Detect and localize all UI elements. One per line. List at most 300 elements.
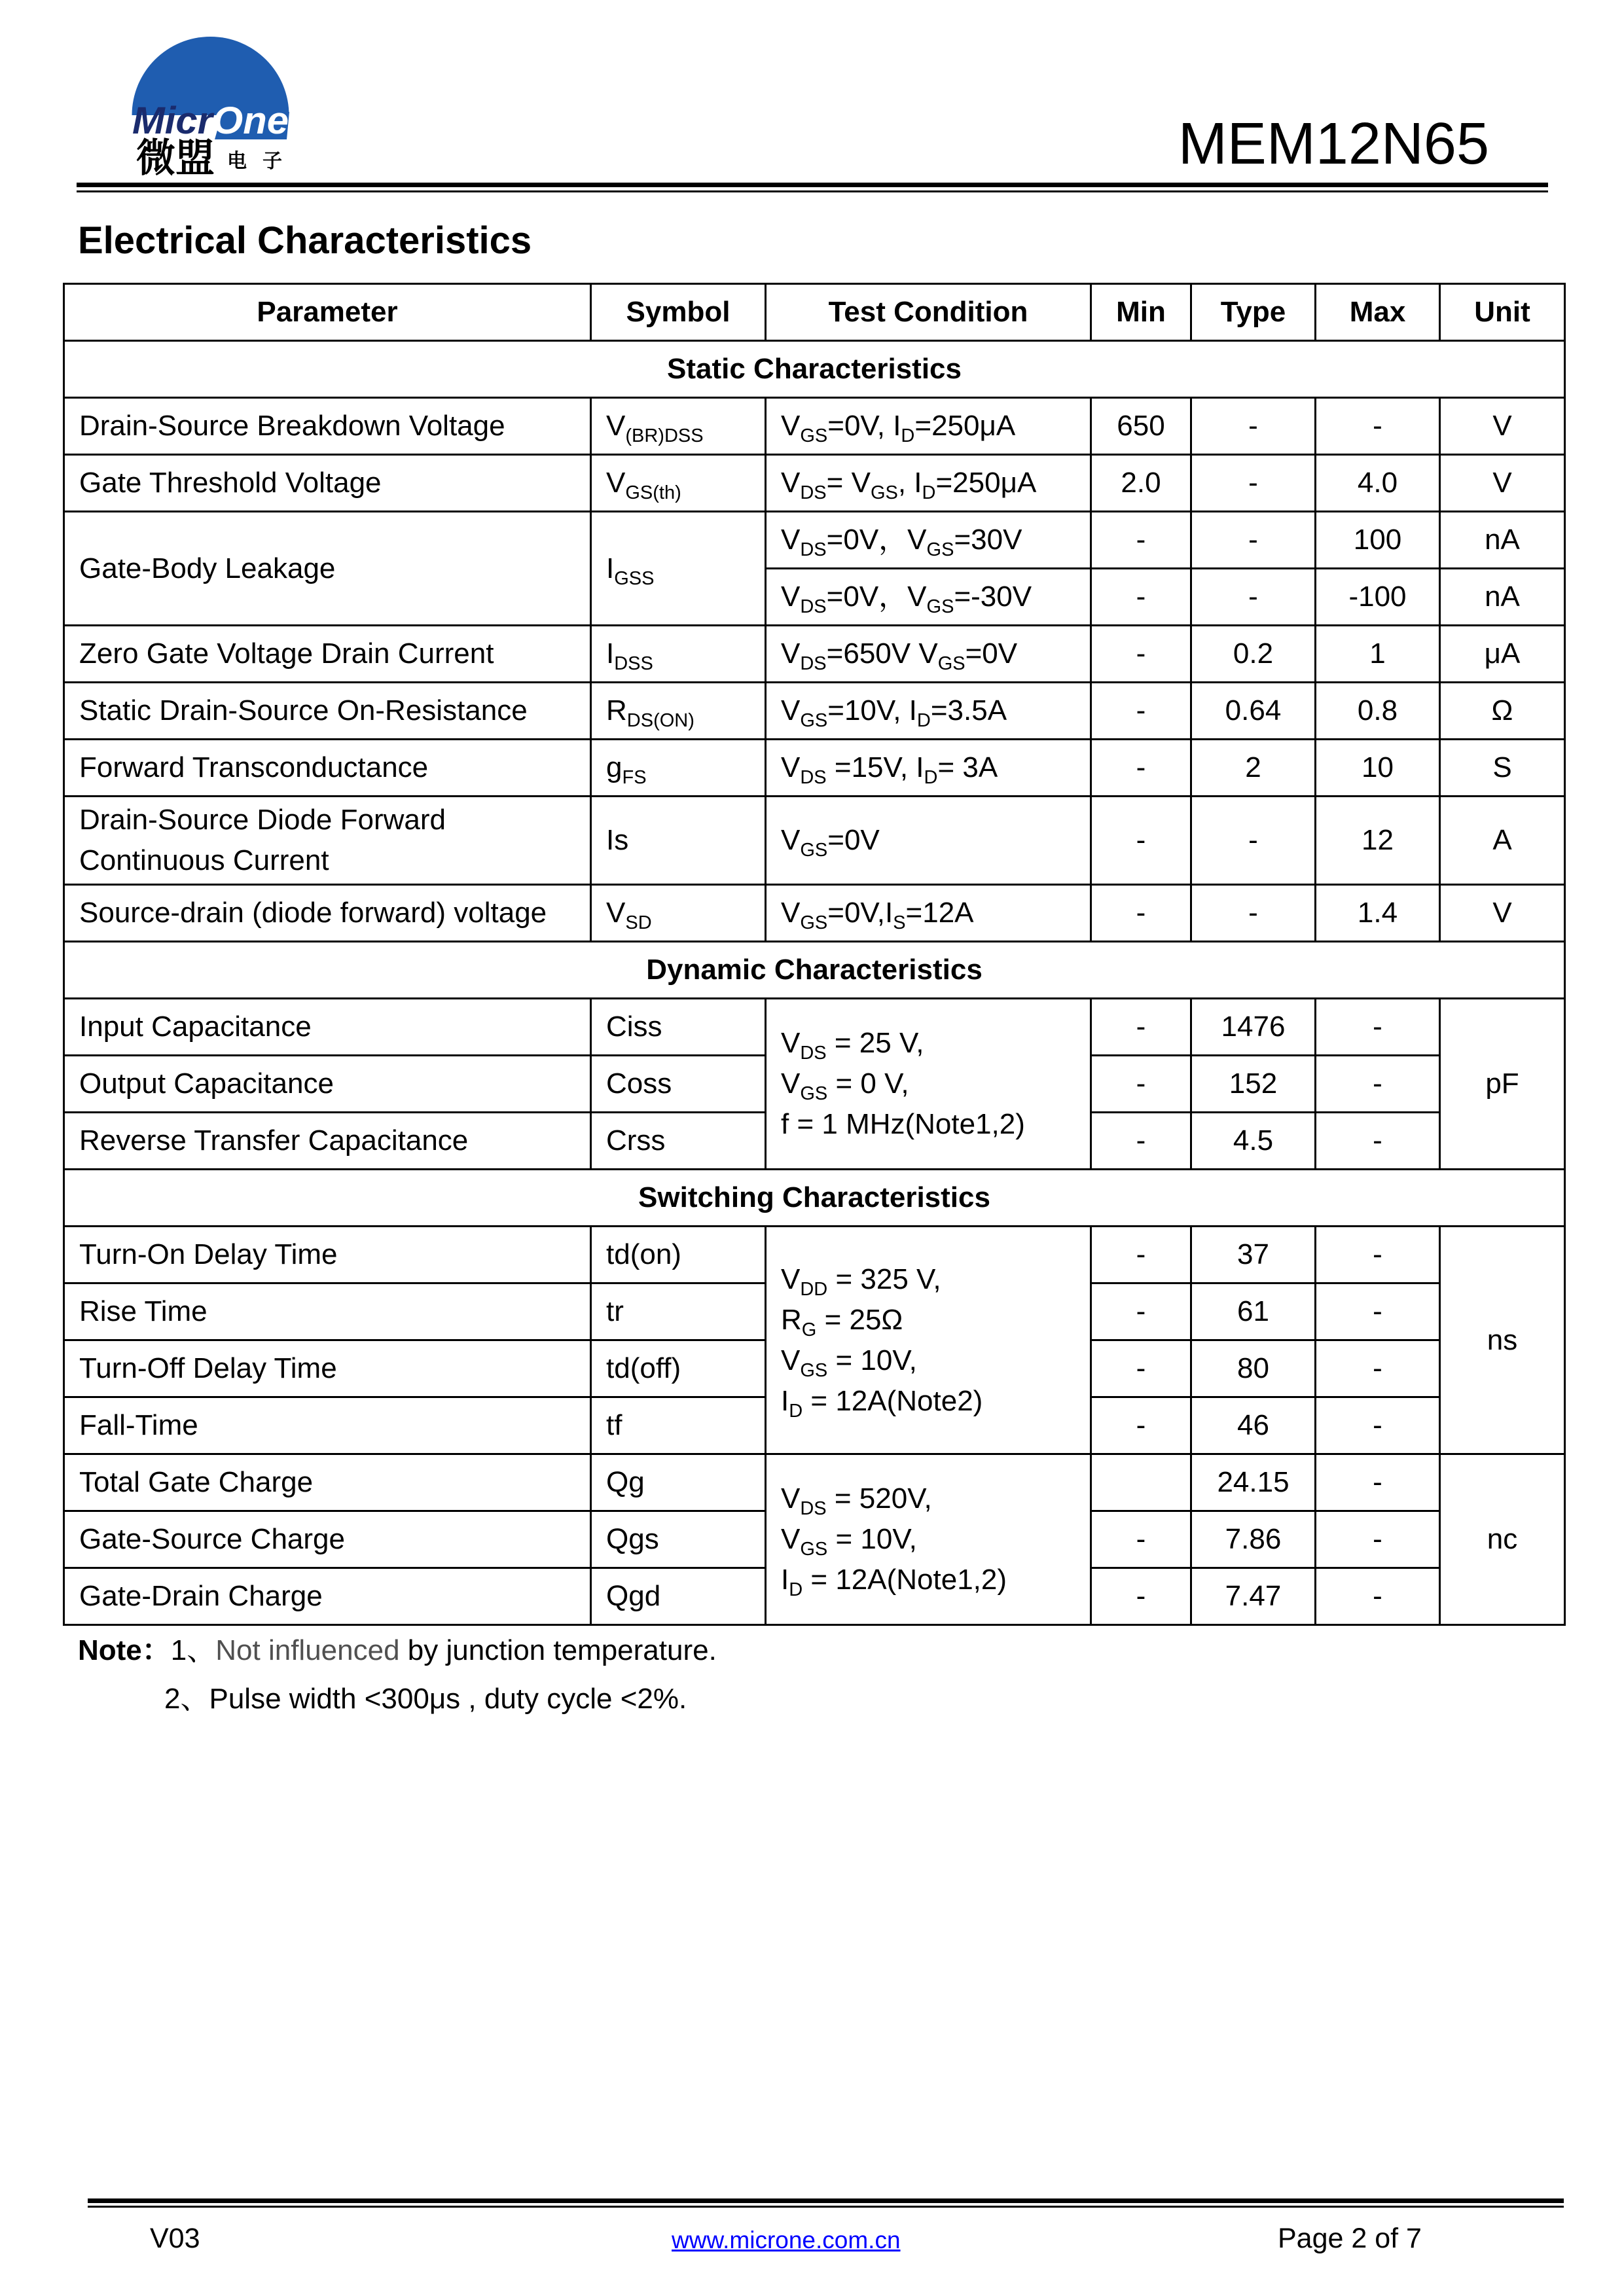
cell-text: V [781,751,801,783]
test-condition-cell [766,797,1091,885]
cell-text: = 25Ω [816,1303,903,1336]
subscript: D [901,425,915,446]
cell-text: - [1136,1295,1146,1327]
cell-text: =0V，V [826,581,927,613]
typ-cell [1191,1056,1316,1113]
test-condition-cell [766,1227,1091,1454]
cell-text: V [781,1263,801,1295]
cell-text: Rise Time [79,1295,208,1327]
typ-cell [1191,455,1316,512]
parameter-cell [64,512,591,626]
max-cell [1316,1113,1440,1170]
logo-text-micr: Micr [132,99,211,142]
typ-cell [1191,512,1316,569]
cell-text: 2.0 [1121,467,1161,499]
parameter-cell [64,1397,591,1454]
unit-cell [1440,797,1565,885]
cell-text: =0V,I [827,897,893,929]
cell-text: - [1136,1238,1146,1270]
subscript: D [916,709,931,731]
cell-text: Zero Gate Voltage Drain Current [79,637,494,670]
cell-text: =15V, I [826,751,924,783]
symbol-cell [591,1397,766,1454]
cell-text: V [781,824,801,856]
typ-cell [1191,1397,1316,1454]
logo-chinese-name: 微盟 [136,135,215,181]
logo-chinese-suffix: 电子 [227,150,298,173]
subscript: G [801,1319,817,1340]
cell-text: tr [606,1295,624,1327]
symbol-cell [591,1511,766,1568]
parameter-cell [64,455,591,512]
symbol-cell [591,1227,766,1283]
typ-cell [1191,999,1316,1056]
subscript: GS [926,596,954,617]
cell-text: nc [1487,1523,1518,1555]
cell-text: = 12A(Note1,2) [803,1564,1007,1596]
cell-text: V [781,1523,801,1555]
cell-text: Is [606,824,629,856]
cell-text: 1 [1369,637,1386,670]
cell-text: 152 [1229,1067,1278,1100]
cell-text: = V [826,467,871,499]
symbol-cell [591,455,766,512]
note-number: 2、 [164,1683,209,1715]
cell-text: = 10V, [827,1344,917,1376]
unit-cell [1440,740,1565,797]
cell-text: Gate-Body Leakage [79,552,336,584]
cell-text: - [1136,1124,1146,1157]
section-row [64,1170,1565,1227]
cell-text: - [1373,1067,1382,1100]
test-condition-cell [766,455,1091,512]
cell-text: - [1136,1352,1146,1384]
parameter-cell [64,683,591,740]
cell-text: V [781,637,801,670]
cell-text: 1476 [1221,1011,1286,1043]
cell-text: nA [1485,581,1520,613]
part-number-title: MEM12N65 [1178,111,1489,177]
cell-text: , I [897,467,922,499]
max-cell [1316,1397,1440,1454]
typ-cell [1191,1568,1316,1625]
typ-cell [1191,626,1316,683]
cell-text: =30V [954,524,1022,556]
cell-line [1455,1320,1549,1361]
cell-text: Ω [1491,694,1513,726]
cell-line [781,1104,1075,1145]
typ-cell [1191,1283,1316,1340]
typ-cell [1191,740,1316,797]
max-cell [1316,683,1440,740]
typ-cell [1191,797,1316,885]
section-title: Electrical Characteristics [78,219,532,262]
cell-text: =0V [965,637,1018,670]
cell-text: = 520V, [826,1482,932,1515]
cell-text: I [606,637,615,670]
cell-text: g [606,751,623,783]
subscript: DD [800,1278,828,1300]
document-version: V03 [150,2223,200,2254]
cell-text: 80 [1237,1352,1269,1384]
subscript: DS [800,1042,827,1064]
max-cell [1316,999,1440,1056]
cell-text: = 3A [937,751,998,783]
cell-text: 61 [1237,1295,1269,1327]
subscript: DS [800,482,827,503]
symbol-cell [591,512,766,626]
unit-cell [1440,1454,1565,1625]
table-row [64,740,1565,797]
section-title-cell: Switching Characteristics [64,1170,1565,1227]
cell-text: Static Drain-Source On-Resistance [79,694,528,726]
cell-text: 4.5 [1233,1124,1274,1157]
unit-cell [1440,626,1565,683]
cell-text: R [606,694,627,726]
cell-text: 7.86 [1225,1523,1282,1555]
unit-cell [1440,1227,1565,1454]
cell-text: Turn-On Delay Time [79,1238,338,1270]
cell-text: Gate Threshold Voltage [79,467,382,499]
cell-text: - [1373,1238,1382,1270]
cell-text: - [1136,1580,1146,1612]
symbol-cell [591,1568,766,1625]
cell-text: Forward Transconductance [79,751,429,783]
unit-cell [1440,885,1565,942]
cell-text: Continuous Current [79,844,329,876]
test-condition-cell [766,569,1091,626]
symbol-cell [591,1113,766,1170]
cell-text: 0.64 [1225,694,1282,726]
parameter-cell [64,1511,591,1568]
subscript: GS [800,912,828,933]
column-header-parameter: Parameter [64,284,591,341]
cell-text: V [606,897,626,929]
subscript: GS [937,653,965,674]
subscript: DS [800,766,827,788]
parameter-cell [64,885,591,942]
symbol-cell [591,1340,766,1397]
cell-text: 650 [1117,410,1165,442]
parameter-cell [64,999,591,1056]
cell-text: Fall-Time [79,1409,198,1441]
cell-text: td(off) [606,1352,681,1384]
cell-line [781,1519,1075,1560]
subscript: D [924,766,938,788]
cell-text: V [1492,897,1512,929]
typ-cell [1191,1511,1316,1568]
cell-text: Source-drain (diode forward) voltage [79,897,547,929]
cell-text: - [1373,1466,1382,1498]
column-header-symbol: Symbol [591,284,766,341]
cell-text: I [606,552,615,584]
cell-text: 0.2 [1233,637,1274,670]
note-2 [164,1685,687,1713]
parameter-cell [64,1340,591,1397]
cell-text: - [1136,1409,1146,1441]
cell-text: V [781,410,801,442]
table-row [64,885,1565,942]
min-cell [1091,569,1191,626]
symbol-cell [591,740,766,797]
cell-text: pF [1485,1067,1519,1100]
cell-text: - [1136,897,1146,929]
table-row [64,512,1565,569]
subscript: FS [622,766,647,788]
note-1 [78,1636,717,1665]
symbol-cell [591,626,766,683]
cell-text: Qgs [606,1523,659,1555]
subscript: S [893,912,906,933]
cell-text: V [781,524,801,556]
cell-text: 46 [1237,1409,1269,1441]
typ-cell [1191,398,1316,455]
cell-text: V [1492,410,1512,442]
cell-text: tf [606,1409,623,1441]
subscript: (BR)DSS [625,425,704,446]
typ-cell [1191,1454,1316,1511]
cell-text: - [1248,524,1258,556]
cell-text: =0V [827,824,880,856]
cell-text: - [1248,467,1258,499]
cell-text: V [781,694,801,726]
unit-cell [1440,999,1565,1170]
cell-line [781,1023,1075,1064]
cell-text: Crss [606,1124,666,1157]
min-cell [1091,398,1191,455]
min-cell [1091,1454,1191,1511]
cell-text: - [1248,824,1258,856]
max-cell [1316,569,1440,626]
table-row [64,1227,1565,1283]
subscript: GS [800,709,828,731]
cell-line [781,1381,1075,1422]
min-cell [1091,512,1191,569]
cell-text: Coss [606,1067,672,1100]
min-cell [1091,1397,1191,1454]
cell-line [781,1479,1075,1519]
parameter-cell [64,1454,591,1511]
cell-text: - [1373,1580,1382,1612]
cell-text: Qgd [606,1580,661,1612]
column-header-unit: Unit [1440,284,1565,341]
max-cell [1316,885,1440,942]
unit-cell [1440,398,1565,455]
max-cell [1316,1511,1440,1568]
subscript: DS [800,596,827,617]
cell-text: = 325 V, [827,1263,941,1295]
symbol-cell [591,1454,766,1511]
electrical-characteristics-table [63,283,1566,1626]
subscript: GS [800,839,828,861]
column-header-typ: Type [1191,284,1316,341]
cell-text: Turn-Off Delay Time [79,1352,337,1384]
cell-text: td(on) [606,1238,681,1270]
cell-text: -100 [1348,581,1407,613]
cell-text: 1.4 [1357,897,1398,929]
footer-rule-thick [88,2198,1564,2203]
unit-cell [1440,455,1565,512]
cell-text: V [781,897,801,929]
cell-text: A [1492,824,1512,856]
min-cell [1091,885,1191,942]
test-condition-cell [766,398,1091,455]
cell-text: =250μA [914,410,1016,442]
cell-text: Reverse Transfer Capacitance [79,1124,469,1157]
cell-text: 37 [1237,1238,1269,1270]
max-cell [1316,455,1440,512]
cell-text: 12 [1362,824,1394,856]
typ-cell [1191,1340,1316,1397]
cell-text: Qg [606,1466,645,1498]
cell-text: =10V, I [827,694,917,726]
cell-line [781,1340,1075,1381]
column-header-test-condition: Test Condition [766,284,1091,341]
cell-text: - [1373,1124,1382,1157]
subscript: GS [800,425,828,446]
cell-line [1455,1519,1549,1560]
parameter-cell [64,626,591,683]
test-condition-cell [766,999,1091,1170]
cell-line [1455,1064,1549,1104]
subscript: DS(ON) [626,709,695,731]
symbol-cell [591,999,766,1056]
min-cell [1091,797,1191,885]
cell-text: V [781,1344,801,1376]
cell-text: - [1248,581,1258,613]
cell-text: R [781,1303,802,1336]
cell-text: =650V V [826,637,938,670]
cell-line [781,1064,1075,1104]
subscript: D [789,1400,803,1422]
cell-text: V [781,581,801,613]
cell-text: - [1373,410,1382,442]
max-cell [1316,1454,1440,1511]
table-row [64,683,1565,740]
subscript: GS [870,482,898,503]
subscript: DS [800,539,827,560]
max-cell [1316,740,1440,797]
cell-text: - [1248,410,1258,442]
parameter-cell [64,797,591,885]
parameter-cell [64,1056,591,1113]
min-cell [1091,1283,1191,1340]
cell-text: Gate-Drain Charge [79,1580,323,1612]
test-condition-cell [766,512,1091,569]
test-condition-cell [766,626,1091,683]
cell-text: - [1136,1011,1146,1043]
subscript: GSS [614,567,655,589]
cell-text: μA [1484,637,1521,670]
min-cell [1091,455,1191,512]
symbol-cell [591,885,766,942]
min-cell [1091,1568,1191,1625]
cell-line [781,1560,1075,1600]
test-condition-cell [766,885,1091,942]
subscript: D [922,482,936,503]
cell-text: = 12A(Note2) [803,1384,983,1417]
max-cell [1316,1056,1440,1113]
min-cell [1091,999,1191,1056]
cell-text: V [781,1027,801,1059]
cell-text: I [781,1384,789,1417]
table-row [64,999,1565,1056]
section-row [64,942,1565,999]
cell-text: Input Capacitance [79,1011,312,1043]
symbol-cell [591,797,766,885]
cell-text: =0V, I [827,410,901,442]
subscript: DS [800,1498,827,1519]
section-title-cell: Dynamic Characteristics [64,942,1565,999]
symbol-cell [591,398,766,455]
cell-text: Total Gate Charge [79,1466,314,1498]
cell-text: = 10V, [827,1523,917,1555]
company-logo [124,29,301,187]
cell-text: V [606,467,626,499]
cell-text: Gate-Source Charge [79,1523,345,1555]
parameter-cell [64,1283,591,1340]
subscript: GS [800,1083,828,1104]
table-header-row [64,284,1565,341]
cell-text: V [1492,467,1512,499]
parameter-cell [64,398,591,455]
subscript: DSS [614,653,653,674]
unit-cell [1440,569,1565,626]
cell-text: - [1136,1523,1146,1555]
max-cell [1316,1340,1440,1397]
cell-text: 7.47 [1225,1580,1282,1612]
cell-text: - [1136,524,1146,556]
table-body [64,341,1565,1625]
note-label: Note： [78,1634,171,1666]
section-row [64,341,1565,398]
table-row [64,455,1565,512]
typ-cell [1191,1113,1316,1170]
cell-text: - [1136,1067,1146,1100]
cell-text: =-30V [954,581,1032,613]
max-cell [1316,398,1440,455]
min-cell [1091,1340,1191,1397]
cell-text: - [1373,1409,1382,1441]
cell-text: I [781,1564,789,1596]
test-condition-cell [766,683,1091,740]
max-cell [1316,797,1440,885]
cell-text: 100 [1353,524,1402,556]
cell-text: = 25 V, [826,1027,924,1059]
footer-rule-thin [88,2206,1564,2208]
column-header-max: Max [1316,284,1440,341]
cell-text: - [1373,1011,1382,1043]
subscript: D [789,1579,803,1600]
cell-text: =12A [905,897,974,929]
cell-line [781,1259,1075,1300]
typ-cell [1191,885,1316,942]
cell-text: V [781,467,801,499]
max-cell [1316,512,1440,569]
parameter-cell [64,1227,591,1283]
max-cell [1316,1227,1440,1283]
note-number: 1、 [170,1634,216,1666]
column-header-min: Min [1091,284,1191,341]
cell-text: =0V，V [826,524,927,556]
min-cell [1091,683,1191,740]
cell-text: Drain-Source Diode Forward [79,804,446,836]
cell-text: V [606,410,626,442]
page-number: Page 2 of 7 [1278,2223,1422,2254]
cell-line [79,548,575,589]
cell-text: S [1492,751,1512,783]
website-link[interactable]: www.microne.com.cn [672,2227,901,2253]
